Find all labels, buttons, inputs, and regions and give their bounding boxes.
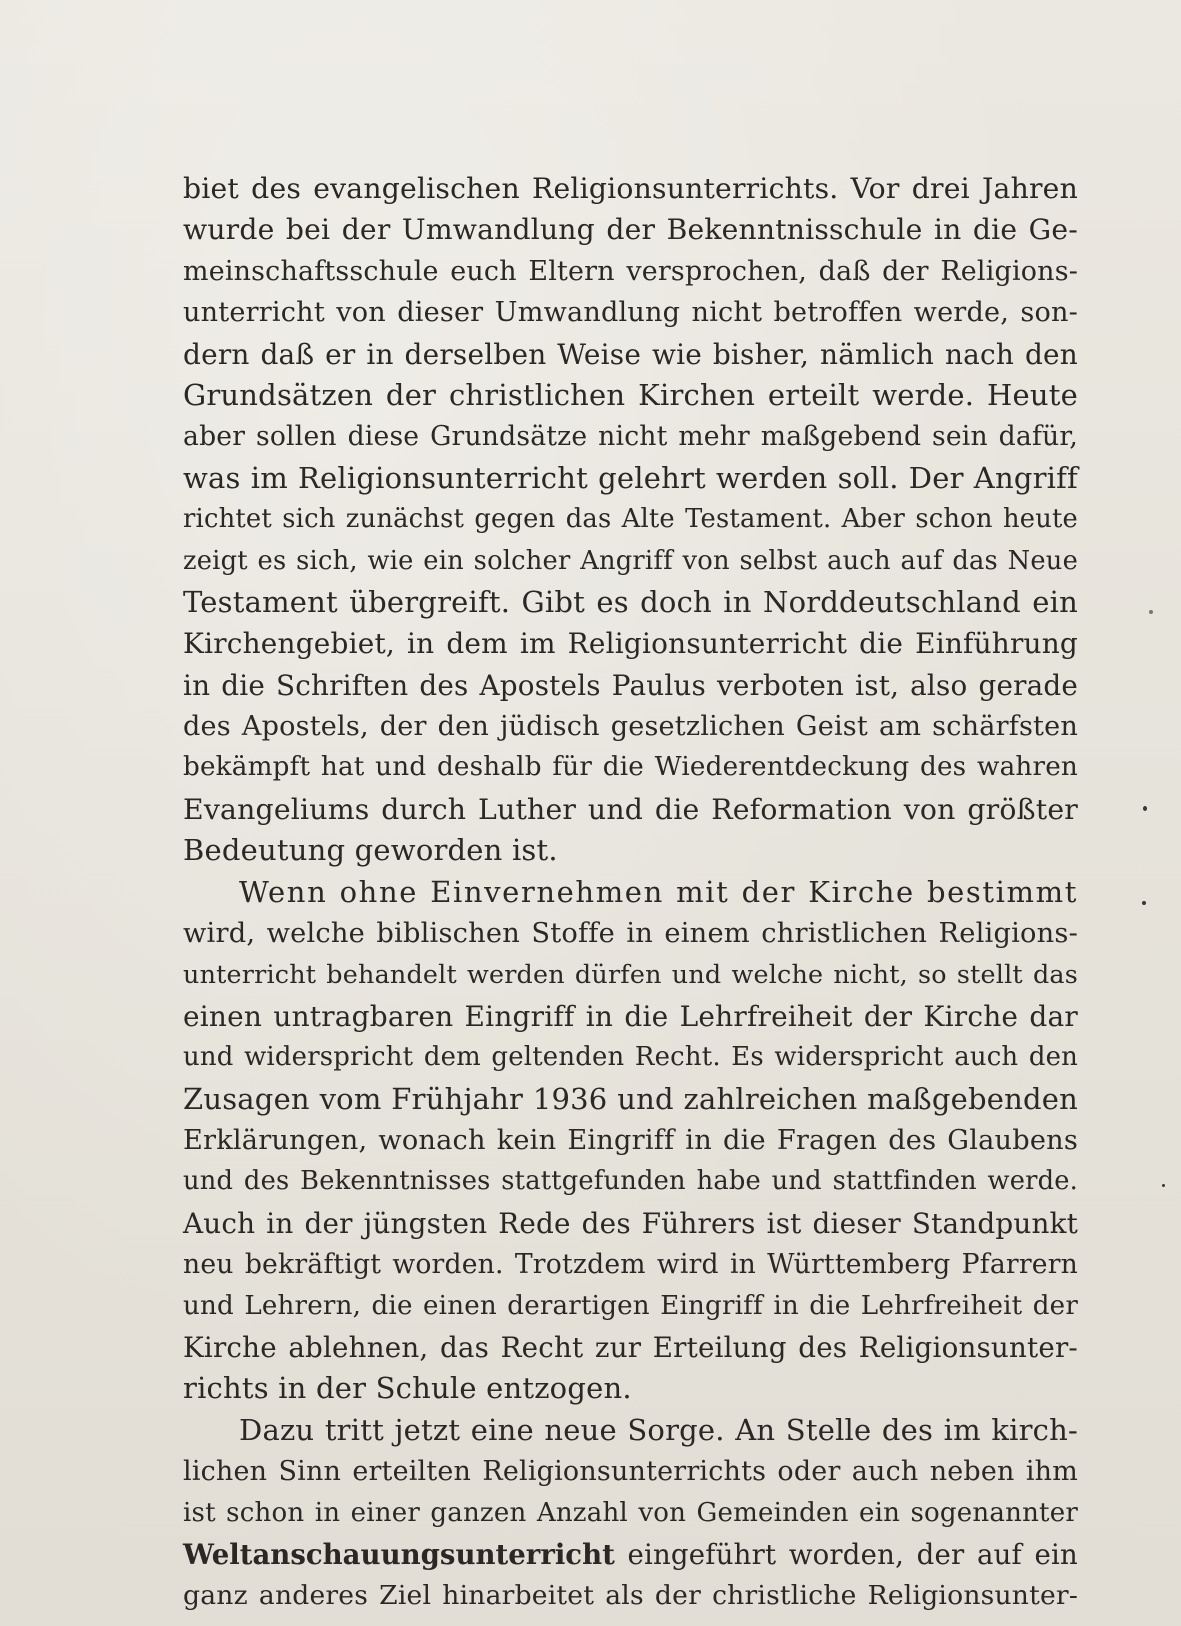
paragraph-3 bbox=[183, 1410, 1078, 1617]
text-line: neu bekräftigt worden. Trotzdem wird in Württemberg Pfarrern bbox=[183, 1249, 1078, 1281]
text-line: in die Schriften des Apostels Paulus verboten ist, also gerade bbox=[183, 668, 1078, 702]
text-line: Kirchengebiet, in dem im Religionsunterricht die Einführung bbox=[183, 627, 1078, 661]
text-line: und Lehrern, die einen derartigen Eingriff in die Lehrfreiheit der bbox=[183, 1290, 1078, 1321]
emphasis-line-rest: eingeführt worden, der auf ein bbox=[614, 1537, 1078, 1571]
text-line: unterricht von dieser Umwandlung nicht betroffen werde, son- bbox=[183, 297, 1078, 329]
emphasized-term: Weltanschauungsunterricht bbox=[183, 1537, 615, 1571]
text-line: meinschaftsschule euch Eltern versprochen, daß der Religions- bbox=[183, 255, 1078, 287]
text-line: lichen Sinn erteilten Religionsunterrichts oder auch neben ihm bbox=[183, 1456, 1078, 1488]
scan-speck bbox=[1142, 901, 1146, 905]
paragraph-1 bbox=[183, 168, 1078, 872]
text-line: Auch in der jüngsten Rede des Führers ist dieser Standpunkt bbox=[183, 1206, 1078, 1240]
text-line: wurde bei der Umwandlung der Bekenntnisschule in die Ge- bbox=[183, 213, 1078, 247]
text-line: Bedeutung geworden ist. bbox=[183, 833, 558, 868]
text-line: unterricht behandelt werden dürfen und welche nicht, so stellt das bbox=[183, 959, 1078, 990]
text-line: wird, welche biblischen Stoffe in einem christlichen Religions- bbox=[183, 918, 1078, 950]
text-line: ganz anderes Ziel hinarbeitet als der christliche Religionsunter- bbox=[183, 1580, 1078, 1612]
text-line: und des Bekenntnisses stattgefunden habe und stattfinden werde. bbox=[183, 1166, 1078, 1197]
text-line: bekämpft hat und deshalb für die Wiederentdeckung des wahren bbox=[183, 752, 1078, 783]
text-line: Erklärungen, wonach kein Eingriff in die Fragen des Glaubens bbox=[183, 1124, 1078, 1156]
text-line: Wenn ohne Einvernehmen mit der Kirche bestimmt bbox=[239, 874, 1078, 909]
text-line: Grundsätzen der christlichen Kirchen erteilt werde. Heute bbox=[183, 377, 1078, 412]
scan-speck bbox=[1162, 1184, 1165, 1187]
paragraph-2 bbox=[183, 872, 1078, 1410]
text-line-emphasis bbox=[183, 1534, 1078, 1575]
text-line: zeigt es sich, wie ein solcher Angriff von selbst auch auf das Neue bbox=[183, 545, 1078, 576]
text-line: biet des evangelischen Religionsunterrichts. Vor drei Jahren bbox=[183, 172, 1078, 205]
text-line: was im Religionsunterricht gelehrt werden soll. Der Angriff bbox=[183, 460, 1078, 495]
text-line: aber sollen diese Grundsätze nicht mehr maßgebend sein dafür, bbox=[183, 421, 1078, 453]
scan-speck bbox=[1143, 806, 1147, 811]
text-line: Evangeliums durch Luther und die Reformation von größter bbox=[183, 792, 1078, 826]
text-line: dern daß er in derselben Weise wie bisher, nämlich nach den bbox=[183, 337, 1078, 371]
text-line: und widerspricht dem geltenden Recht. Es widerspricht auch den bbox=[183, 1042, 1078, 1073]
page-text bbox=[183, 168, 1078, 1617]
text-line: richtet sich zunächst gegen das Alte Testament. Aber schon heute bbox=[183, 504, 1078, 535]
text-line: ist schon in einer ganzen Anzahl von Gemeinden ein sogenannter bbox=[183, 1497, 1078, 1528]
text-line: Dazu tritt jetzt eine neue Sorge. An Stelle des im kirch- bbox=[239, 1412, 1078, 1447]
text-line: richts in der Schule entzogen. bbox=[183, 1371, 632, 1406]
text-line: Kirche ablehnen, das Recht zur Erteilung des Religionsunter- bbox=[183, 1330, 1078, 1364]
scan-speck bbox=[1149, 610, 1153, 614]
text-line: Testament übergreift. Gibt es doch in Norddeutschland ein bbox=[183, 584, 1078, 619]
text-line: des Apostels, der den jüdisch gesetzlichen Geist am schärfsten bbox=[183, 711, 1078, 743]
text-line: einen untragbaren Eingriff in die Lehrfreiheit der Kirche dar bbox=[183, 999, 1078, 1033]
text-line: Zusagen vom Frühjahr 1936 und zahlreichen maßgebenden bbox=[183, 1081, 1078, 1116]
